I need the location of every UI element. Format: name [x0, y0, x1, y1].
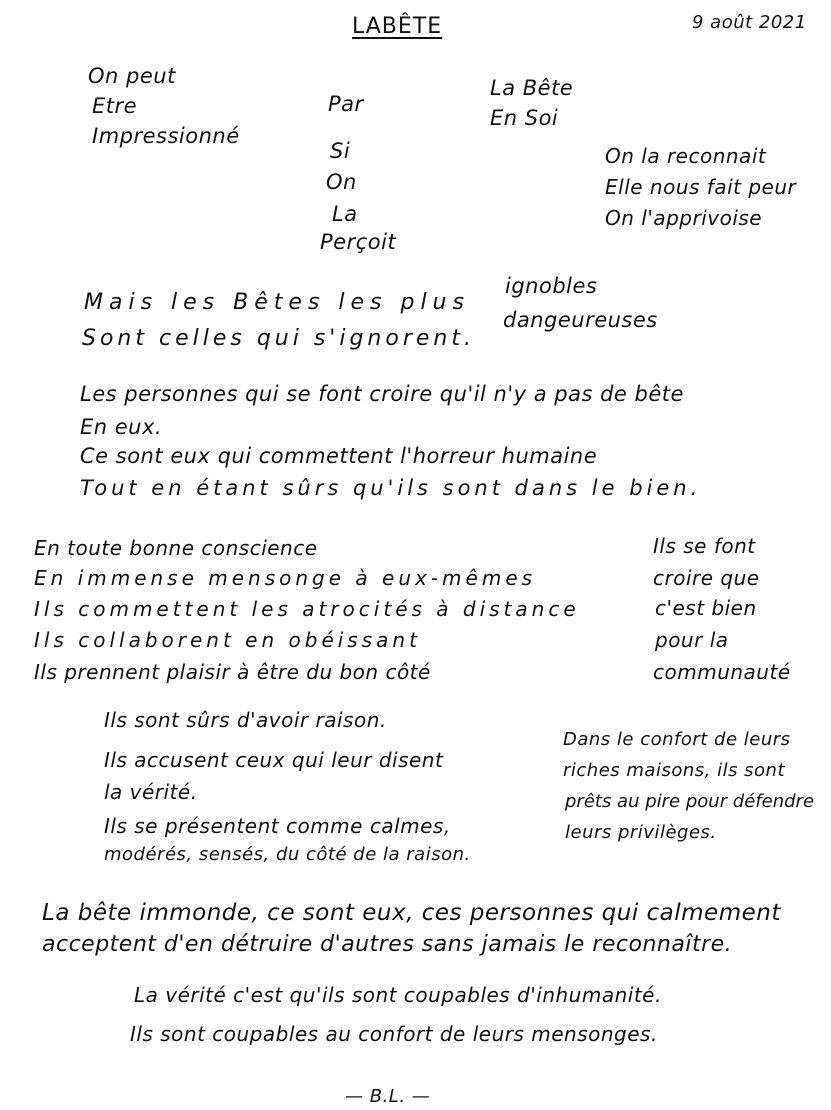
stanza4-aside-line-1: Ils se font	[653, 534, 756, 558]
intro-center-line-5: Perçoit	[320, 230, 397, 254]
poem-title: LABÊTE	[352, 14, 443, 39]
stanza3-line-1: Les personnes qui se font croire qu'il n'y a pas de bête	[80, 382, 684, 406]
intro-center-line-1: Par	[328, 92, 364, 116]
stanza4-aside-line-5: communauté	[653, 660, 791, 684]
stanza5-line-2: Ils accusent ceux qui leur disent	[104, 748, 444, 772]
intro-right-line-3: On l'apprivoise	[605, 206, 763, 230]
intro-right-line-2: Elle nous fait peur	[605, 175, 797, 199]
stanza4-line-2: En immense mensonge à eux-mêmes	[34, 566, 537, 590]
intro-right-top-line-2: En Soi	[490, 106, 559, 130]
stanza2-aside-line-2: dangeureuses	[503, 308, 658, 332]
stanza6-line-1: La bête immonde, ce sont eux, ces personnes qui calmement	[42, 900, 781, 926]
stanza4-line-3: Ils commettent les atrocités à distance	[34, 597, 580, 621]
intro-right-top-line-1: La Bête	[490, 76, 574, 100]
stanza4-aside-line-2: croire que	[653, 566, 760, 590]
stanza2-aside-line-1: ignobles	[505, 274, 598, 298]
stanza5-aside-line-3: prêts au pire pour défendre	[565, 791, 815, 812]
intro-center-line-3: On	[326, 170, 357, 194]
intro-left-line-1: On peut	[88, 64, 176, 88]
stanza5-aside-line-2: riches maisons, ils sont	[563, 760, 786, 781]
stanza3-line-2: En eux.	[80, 415, 163, 439]
intro-center-line-4: La	[332, 202, 358, 226]
signature: — B.L. —	[345, 1086, 431, 1107]
stanza3-line-3: Ce sont eux qui commettent l'horreur humaine	[80, 444, 598, 468]
stanza5-aside-line-4: leurs privilèges.	[565, 822, 717, 843]
stanza5-line-5: modérés, sensés, du côté de la raison.	[104, 844, 471, 865]
stanza2-line-1: Mais les Bêtes les plus	[84, 290, 470, 315]
stanza3-line-4: Tout en étant sûrs qu'ils sont dans le bien.	[80, 476, 702, 500]
stanza5-line-3: la vérité.	[104, 780, 198, 804]
stanza5-line-4: Ils se présentent comme calmes,	[104, 814, 451, 838]
stanza4-aside-line-4: pour la	[655, 628, 729, 652]
stanza6-line-2: acceptent d'en détruire d'autres sans jamais le reconnaître.	[42, 932, 733, 957]
stanza5-aside-line-1: Dans le confort de leurs	[563, 729, 791, 750]
stanza7-line-2: Ils sont coupables au confort de leurs mensonges.	[130, 1022, 658, 1046]
stanza4-line-5: Ils prennent plaisir à être du bon côté	[34, 660, 431, 684]
intro-right-line-1: On la reconnait	[605, 144, 767, 168]
stanza4-aside-line-3: c'est bien	[655, 596, 757, 620]
stanza5-line-1: Ils sont sûrs d'avoir raison.	[104, 708, 387, 732]
stanza2-line-2: Sont celles qui s'ignorent.	[82, 326, 475, 351]
stanza4-line-1: En toute bonne conscience	[34, 536, 318, 560]
intro-left-line-2: Etre	[92, 94, 138, 118]
intro-center-line-2: Si	[330, 139, 351, 163]
stanza4-line-4: Ils collaborent en obéissant	[34, 628, 421, 652]
poem-date: 9 août 2021	[692, 12, 807, 33]
stanza7-line-1: La vérité c'est qu'ils sont coupables d'inhumanité.	[134, 983, 662, 1007]
intro-left-line-3: Impressionné	[92, 124, 240, 148]
